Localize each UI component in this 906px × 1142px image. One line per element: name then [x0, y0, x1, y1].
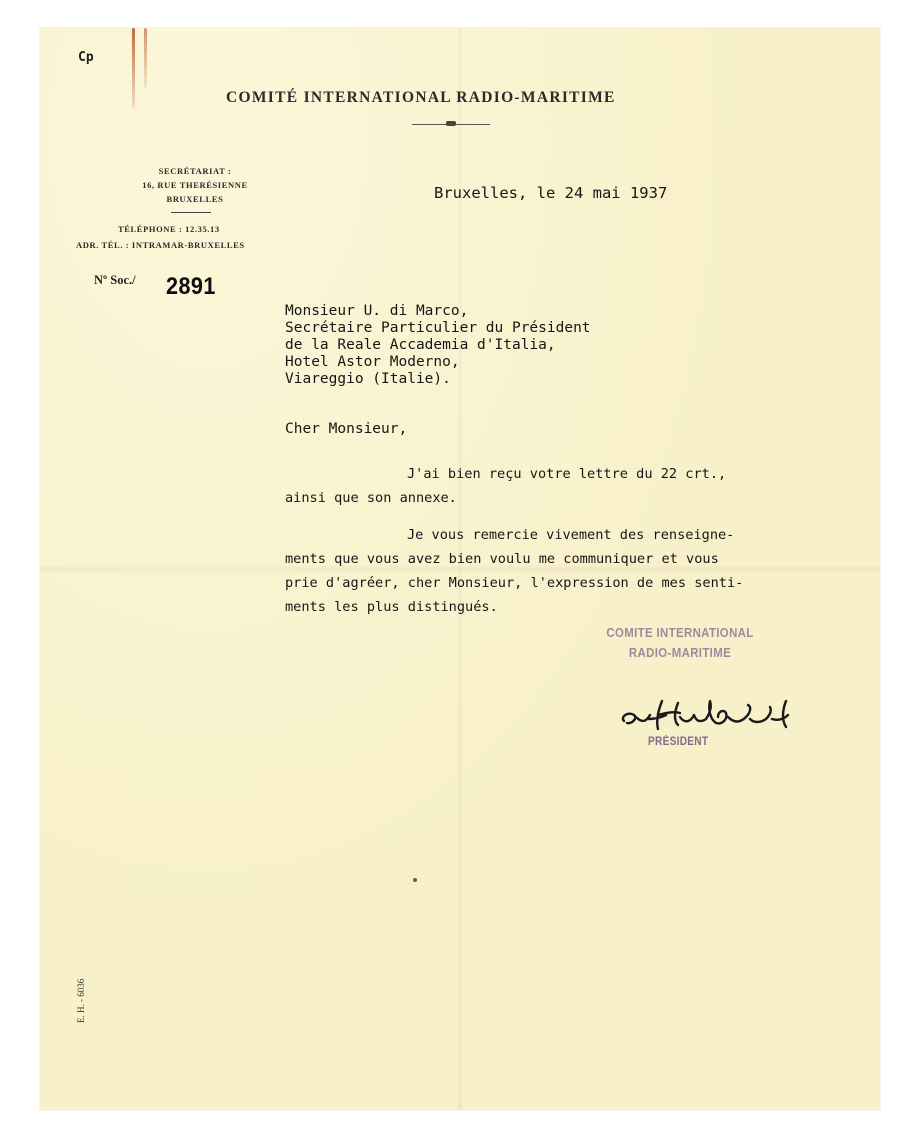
- salutation: Cher Monsieur,: [285, 421, 408, 437]
- president-stamp: PRÉSIDENT: [648, 736, 709, 748]
- body-line: ainsi que son annexe.: [285, 490, 457, 506]
- telephone-line: TÉLÉPHONE : 12.35.13: [118, 224, 220, 234]
- recipient-line: Viareggio (Italie).: [285, 371, 451, 387]
- recipient-address: [285, 303, 591, 388]
- paragraph-2: [285, 523, 785, 619]
- rust-stain: [132, 28, 135, 108]
- letter-page: [40, 28, 880, 1110]
- handwritten-signature: [618, 693, 833, 735]
- secretariat-divider: [171, 212, 211, 213]
- printer-code: E. H. - 6036: [76, 978, 86, 1023]
- paper-speck: [413, 878, 417, 882]
- body-line: ments que vous avez bien voulu me communiquer et vous: [285, 551, 719, 567]
- recipient-line: Hotel Astor Moderno,: [285, 354, 460, 370]
- secretariat-label: SECRÉTARIAT :: [158, 166, 232, 176]
- reference-label: Nº Soc./: [94, 273, 136, 287]
- paragraph-1: [285, 462, 785, 510]
- body-line: prie d'agréer, cher Monsieur, l'expression de mes senti-: [285, 575, 744, 591]
- body-line: ments les plus distingués.: [285, 599, 498, 615]
- stamp-line-1: COMITE INTERNATIONAL: [606, 625, 754, 640]
- recipient-line: Monsieur U. di Marco,: [285, 303, 469, 319]
- organization-stamp: [592, 623, 768, 663]
- place-date: Bruxelles, le 24 mai 1937: [434, 184, 668, 202]
- body-line: Je vous remercie vivement des renseigne-: [407, 527, 735, 543]
- title-divider-ornament: [446, 121, 456, 126]
- secretariat-city: BRUXELLES: [166, 194, 224, 204]
- secretariat-block: [110, 164, 280, 206]
- stamp-line-2: RADIO-MARITIME: [628, 645, 732, 660]
- organization-title: COMITÉ INTERNATIONAL RADIO-MARITIME: [226, 89, 616, 106]
- body-line: J'ai bien reçu votre lettre du 22 crt.,: [407, 466, 727, 482]
- rust-stain: [144, 28, 147, 88]
- telegraphic-address: ADR. TÉL. : INTRAMAR-BRUXELLES: [76, 240, 245, 250]
- secretariat-street: 16, RUE THERÉSIENNE: [142, 180, 248, 190]
- recipient-line: Secrétaire Particulier du Président: [285, 320, 591, 336]
- reference-number: 2891: [166, 273, 216, 300]
- recipient-line: de la Reale Accademia d'Italia,: [285, 337, 556, 353]
- copy-marking: Cp: [78, 50, 94, 65]
